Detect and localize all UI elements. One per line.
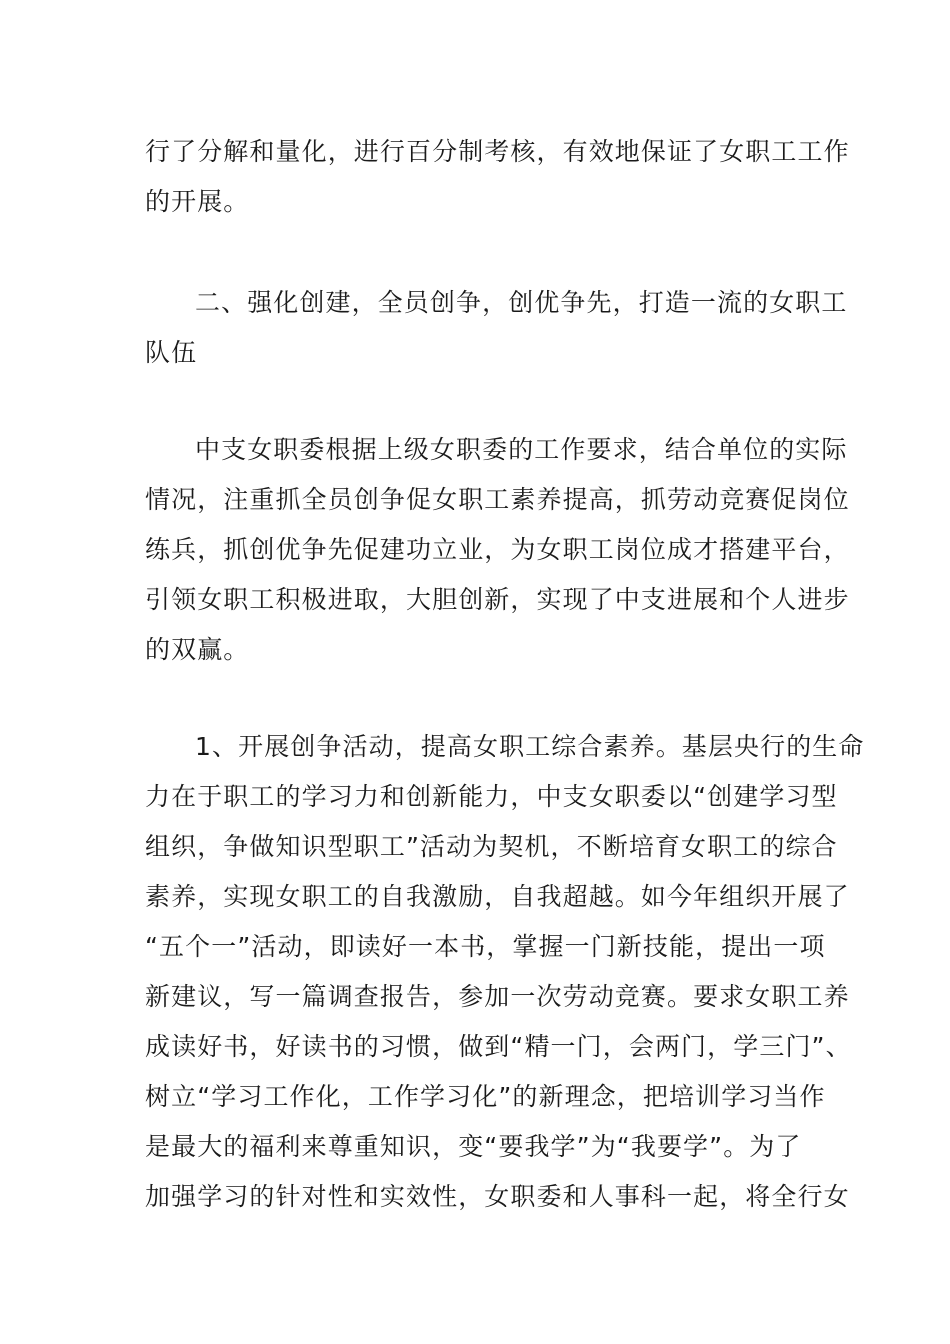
text-line: 是最大的福利来尊重知识，变“要我学”为“我要学”。为了 bbox=[145, 1132, 802, 1161]
text-line: 的双赢。 bbox=[145, 635, 250, 664]
paragraph-work-requirements bbox=[145, 425, 850, 675]
text-line: 新建议，写一篇调查报告，参加一次劳动竞赛。要求女职工养 bbox=[145, 982, 850, 1011]
section-heading-two bbox=[145, 278, 848, 378]
text-line: 二、强化创建，全员创争，创优争先，打造一流的女职工 bbox=[195, 288, 848, 317]
text-line: 练兵，抓创优争先促建功立业，为女职工岗位成才搭建平台， bbox=[145, 535, 850, 564]
text-line: 素养，实现女职工的自我激励，自我超越。如今年组织开展了 bbox=[145, 882, 850, 911]
text-line: 组织，争做知识型职工”活动为契机，不断培育女职工的综合 bbox=[145, 832, 838, 861]
text-line: 的开展。 bbox=[145, 187, 250, 216]
text-line: 加强学习的针对性和实效性，女职委和人事科一起，将全行女 bbox=[145, 1182, 850, 1211]
text-line: 行了分解和量化，进行百分制考核，有效地保证了女职工工作 bbox=[145, 137, 850, 166]
text-line: 1、开展创争活动，提高女职工综合素养。基层央行的生命 bbox=[195, 732, 865, 761]
text-line: 队伍 bbox=[145, 338, 198, 367]
text-line: 力在于职工的学习力和创新能力，中支女职委以“创建学习型 bbox=[145, 782, 838, 811]
text-line: 引领女职工积极进取，大胆创新，实现了中支进展和个人进步 bbox=[145, 585, 850, 614]
text-line: 树立“学习工作化，工作学习化”的新理念，把培训学习当作 bbox=[145, 1082, 826, 1111]
text-line: 中支女职委根据上级女职委的工作要求，结合单位的实际 bbox=[195, 435, 848, 464]
text-line: 成读好书，好读书的习惯，做到“精一门，会两门，学三门”、 bbox=[145, 1032, 852, 1061]
text-line: “五个一”活动，即读好一本书，掌握一门新技能，提出一项 bbox=[145, 932, 826, 961]
text-line: 情况，注重抓全员创争促女职工素养提高，抓劳动竞赛促岗位 bbox=[145, 485, 850, 514]
paragraph-item-one bbox=[145, 722, 865, 1222]
paragraph-assessment-continuation bbox=[145, 127, 850, 227]
